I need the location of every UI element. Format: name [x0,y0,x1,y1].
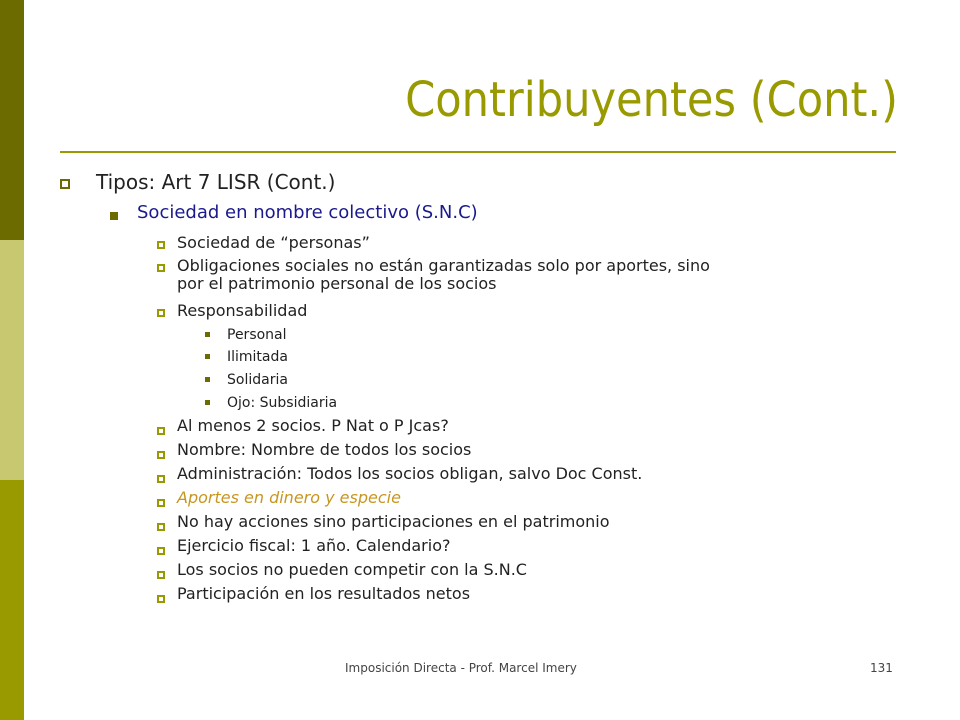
filled-square-bullet-icon [110,212,118,220]
square-bullet-icon [157,241,165,249]
bullet-level4: Solidaria [227,372,288,388]
bullet-level3-continuation: por el patrimonio personal de los socios [177,274,497,293]
bullet-level3: Nombre: Nombre de todos los socios [177,440,472,459]
bullet-level3: Responsabilidad [177,301,308,320]
bullet-level3: Los socios no pueden competir con la S.N.C [177,560,527,579]
square-bullet-icon [157,309,165,317]
bullet-level4: Personal [227,327,287,343]
square-bullet-icon [157,523,165,531]
bullet-level4: Ilimitada [227,349,288,365]
square-bullet-icon [157,427,165,435]
slide-title: Contribuyentes (Cont.) [405,72,898,128]
bullet-icon [205,354,210,359]
bullet-level3: No hay acciones sino participaciones en el patrimonio [177,512,610,531]
bullet-level2: Sociedad en nombre colectivo (S.N.C) [137,202,478,223]
square-bullet-icon [60,179,70,189]
square-bullet-icon [157,451,165,459]
bullet-level3: Participación en los resultados netos [177,584,471,603]
bullet-icon [205,332,210,337]
square-bullet-icon [157,264,165,272]
bullet-level3: Sociedad de “personas” [177,233,370,252]
bullet-level3-highlight: Aportes en dinero y especie [177,488,401,507]
square-bullet-icon [157,499,165,507]
footer-text: Imposición Directa - Prof. Marcel Imery [345,661,577,675]
bullet-level3: Obligaciones sociales no están garantizadas solo por aportes, sino [177,256,710,275]
bullet-level3: Al menos 2 socios. P Nat o P Jcas? [177,416,449,435]
bullet-level3: Administración: Todos los socios obligan, salvo Doc Const. [177,464,643,483]
bullet-icon [205,400,210,405]
square-bullet-icon [157,595,165,603]
bullet-level4: Ojo: Subsidiaria [227,395,338,411]
bullet-level3: Ejercicio fiscal: 1 año. Calendario? [177,536,451,555]
square-bullet-icon [157,475,165,483]
bullet-level1: Tipos: Art 7 LISR (Cont.) [96,170,336,194]
bullet-icon [205,377,210,382]
page-number: 131 [870,661,893,675]
square-bullet-icon [157,571,165,579]
square-bullet-icon [157,547,165,555]
